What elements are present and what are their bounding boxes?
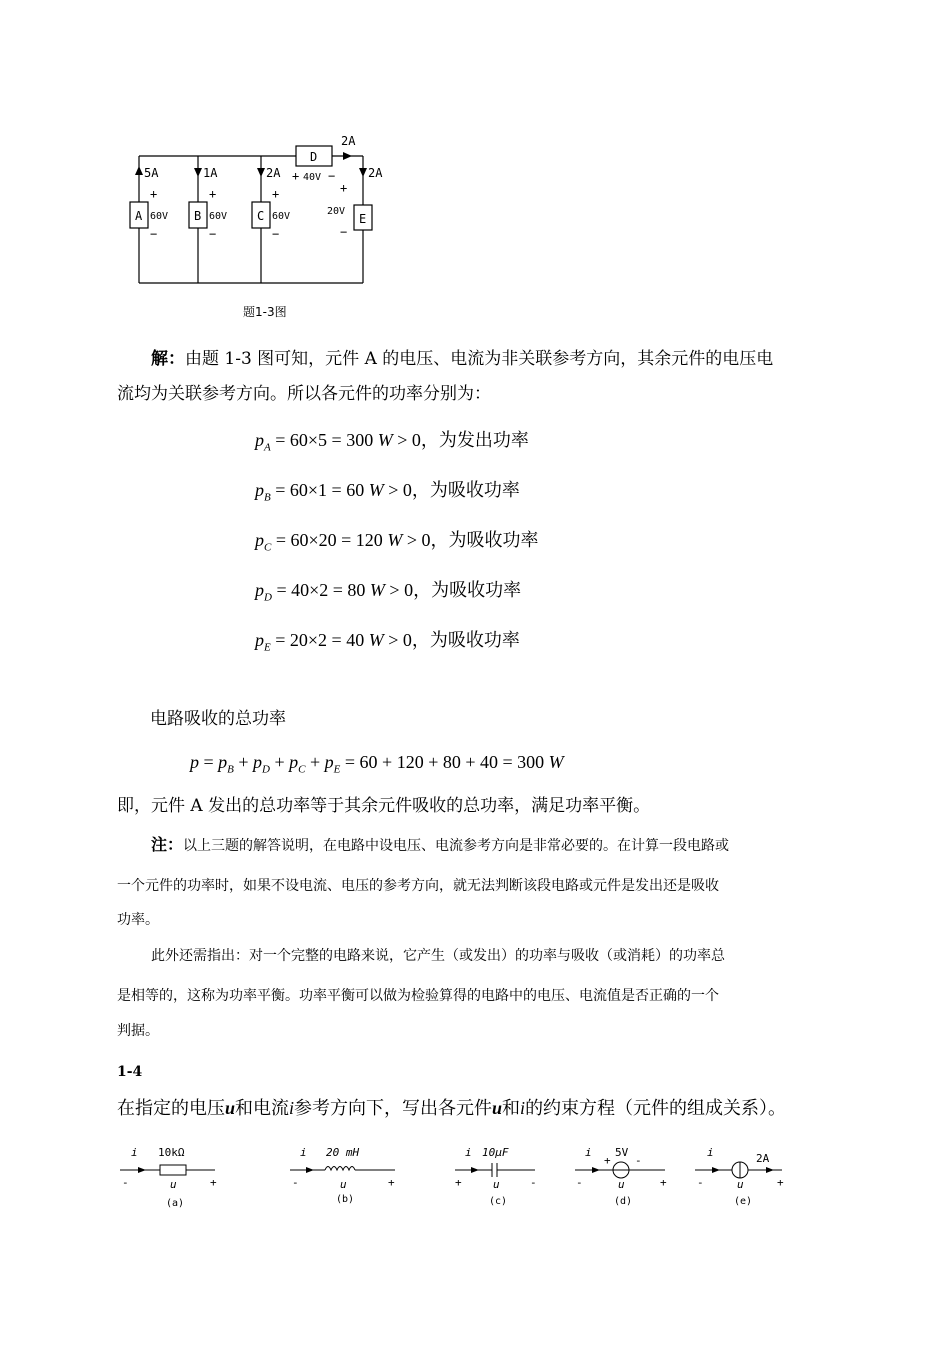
arrow-down-icon — [257, 168, 265, 177]
label-d: D — [310, 150, 318, 164]
solution-paragraph — [117, 345, 837, 373]
polarity-right-c: - — [530, 1176, 537, 1189]
problem-statement: 在指定的电压u和电流i参考方向下，写出各元件u和i的约束方程（元件的组成关系）。 — [117, 1098, 787, 1119]
polarity-right-a: + — [210, 1176, 217, 1189]
voltage-label: u — [170, 1178, 177, 1191]
equation-pc: $p_C = 60\times 20 = 120$ W > 0，为吸收功率 — [255, 530, 539, 554]
polarity-left-d: - — [576, 1176, 583, 1189]
label-a: (a) — [166, 1198, 185, 1209]
polarity-left-b: - — [292, 1176, 299, 1189]
value-a: 10kΩ — [158, 1146, 185, 1159]
conclusion: 即，元件 A 发出的总功率等于其余元件吸收的总功率，满足功率平衡。 — [117, 796, 651, 816]
solution-text-1: 由题 1-3 图可知，元件 A 的电压、电流为非关联参考方向，其余元件的电压电 — [185, 349, 774, 369]
current-a: 5A — [144, 166, 159, 180]
voltage-label: u — [618, 1178, 625, 1191]
note-line-3: 功率。 — [117, 912, 159, 928]
arrow-right-icon — [343, 152, 352, 160]
arrow-right-icon — [592, 1167, 600, 1173]
label-e: (e) — [734, 1196, 753, 1207]
plus-d: + — [292, 169, 300, 183]
voltage-d: 40V — [303, 172, 322, 183]
voltage-c: 60V — [272, 211, 291, 222]
extra-line-2: 是相等的，这称为功率平衡。功率平衡可以做为检验算得的电路中的电压、电流值是否正确的一个 — [117, 988, 719, 1004]
plus-a: + — [150, 187, 158, 201]
polarity-left-a: - — [122, 1176, 129, 1189]
source-minus-d: - — [635, 1154, 642, 1167]
equation-pd: $p_D = 40\times 2 = 80$ W > 0，为吸收功率 — [255, 580, 522, 604]
current-label: i — [707, 1146, 714, 1159]
value-c: 10μF — [482, 1146, 509, 1159]
voltage-label: u — [493, 1178, 500, 1191]
minus-a: − — [150, 227, 158, 241]
voltage-label: u — [340, 1178, 347, 1191]
label-d: (d) — [614, 1196, 633, 1207]
circuit-diagram-1-3 — [110, 130, 410, 300]
note-line-1: 注：以上三题的解答说明，在电路中设电压、电流参考方向是非常必要的。在计算一段电路或 — [151, 835, 730, 854]
label-c: C — [257, 209, 265, 223]
resistor-icon — [160, 1165, 186, 1175]
current-c: 2A — [266, 166, 281, 180]
elements-figure — [110, 1138, 810, 1218]
minus-e: − — [340, 225, 348, 239]
current-label: i — [585, 1146, 592, 1159]
figure-caption: 题1-3图 — [243, 305, 287, 319]
current-label: i — [465, 1146, 472, 1159]
arrow-right-icon — [138, 1167, 146, 1173]
label-b: B — [194, 209, 202, 223]
label-e: E — [359, 212, 367, 226]
arrow-right-icon — [306, 1167, 314, 1173]
polarity-right-d: + — [660, 1176, 667, 1189]
current-label: i — [131, 1146, 138, 1159]
equation-pb: $p_B = 60\times 1 = 60$ W > 0，为吸收功率 — [255, 480, 520, 504]
equation-pa: $p_A = 60\times 5 = 300$ W > 0，为发出功率 — [255, 430, 529, 454]
polarity-right-b: + — [388, 1176, 395, 1189]
value-e: 2A — [756, 1152, 770, 1165]
label-b: (b) — [336, 1194, 355, 1205]
value-b: 20 mH — [326, 1146, 360, 1159]
plus-e: + — [340, 181, 348, 195]
voltage-e: 20V — [327, 206, 346, 217]
voltage-a: 60V — [150, 211, 169, 222]
minus-c: − — [272, 227, 280, 241]
source-plus-d: + — [604, 1154, 611, 1167]
label-a: A — [135, 209, 143, 223]
solution-label: 解： — [151, 349, 185, 369]
note-label: 注： — [151, 835, 184, 854]
total-power-equation: $p = p_B + p_D + p_C + p_E = 60 + 120 + 80 + 40 = 300$ W — [190, 752, 564, 776]
arrow-right-icon — [471, 1167, 479, 1173]
plus-c: + — [272, 187, 280, 201]
arrow-right-icon — [766, 1167, 774, 1173]
polarity-left-c: + — [455, 1176, 462, 1189]
arrow-up-icon — [135, 166, 143, 175]
current-b: 1A — [203, 166, 218, 180]
problem-number: 1-4 — [117, 1064, 143, 1080]
minus-b: − — [209, 227, 217, 241]
voltage-b: 60V — [209, 211, 228, 222]
plus-b: + — [209, 187, 217, 201]
current-d: 2A — [341, 134, 356, 148]
current-label: i — [300, 1146, 307, 1159]
label-c: (c) — [489, 1196, 508, 1207]
value-d: 5V — [615, 1146, 629, 1159]
extra-line-1: 此外还需指出：对一个完整的电路来说，它产生（或发出）的功率与吸收（或消耗）的功率总 — [151, 948, 725, 964]
solution-text-2: 流均为关联参考方向。所以各元件的功率分别为： — [117, 384, 491, 404]
polarity-left-e: - — [697, 1176, 704, 1189]
total-power-heading: 电路吸收的总功率 — [150, 709, 286, 729]
current-e: 2A — [368, 166, 383, 180]
arrow-down-icon — [359, 168, 367, 177]
arrow-right-icon — [712, 1167, 720, 1173]
voltage-label: u — [737, 1178, 744, 1191]
arrow-down-icon — [194, 168, 202, 177]
minus-d: − — [328, 169, 336, 183]
equation-pe: $p_E = 20\times 2 = 40$ W > 0，为吸收功率 — [255, 630, 520, 654]
inductor-icon — [325, 1167, 355, 1171]
extra-line-3: 判据。 — [117, 1023, 159, 1039]
polarity-right-e: + — [777, 1176, 784, 1189]
note-line-2: 一个元件的功率时，如果不设电流、电压的参考方向，就无法判断该段电路或元件是发出还是吸收 — [117, 878, 719, 894]
